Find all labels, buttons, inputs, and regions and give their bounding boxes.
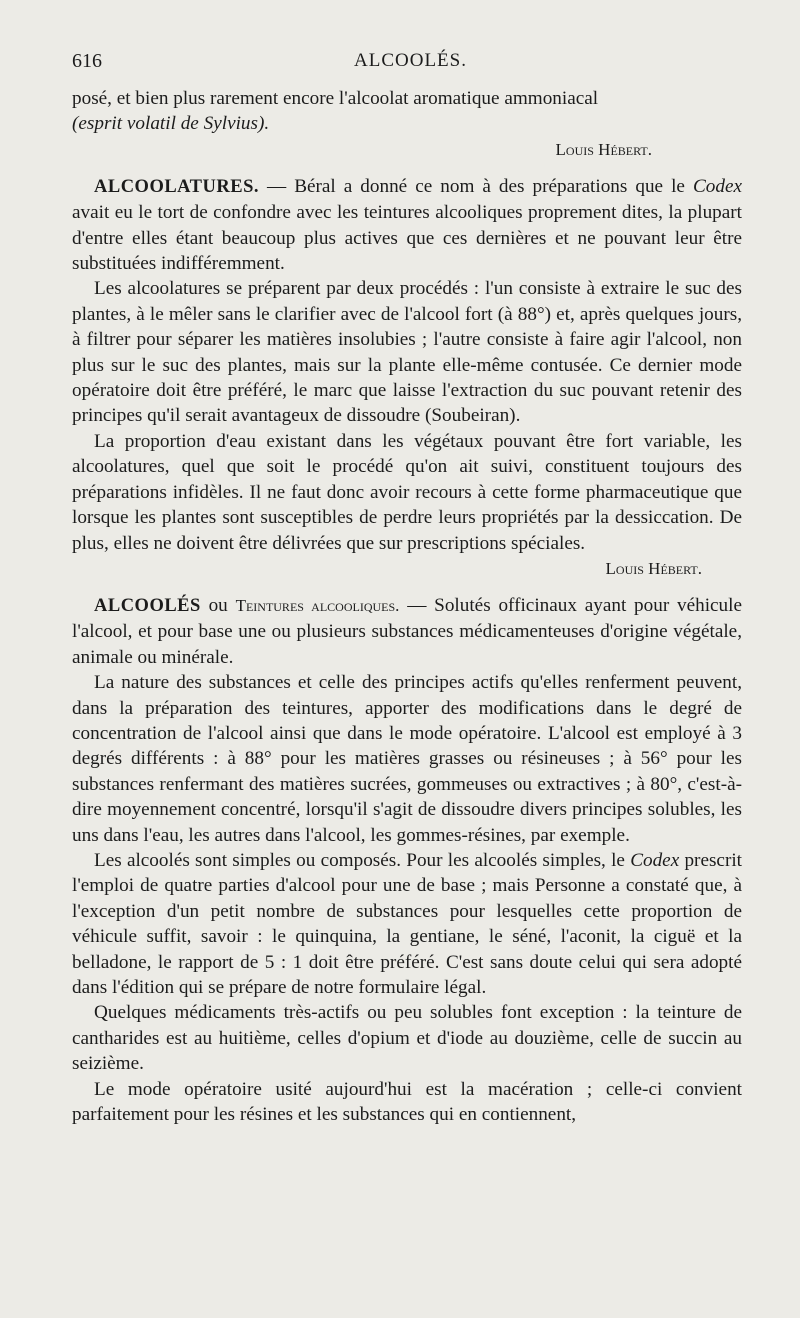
alcooles-paragraph-3 <box>72 848 742 1000</box>
alcooles-paragraph-1 <box>72 593 742 670</box>
section-gap <box>72 162 742 174</box>
section-gap <box>72 581 742 593</box>
alcooles-paragraph-4: Quelques médicaments très-actifs ou peu solubles font exception : la teinture de cantharides est au huitième, celles d'opium et d'iode au douzième, celle de succin au seizième. <box>72 1002 742 1075</box>
running-title: ALCOOLÉS. <box>354 50 467 71</box>
page-number: 616 <box>72 50 102 72</box>
signature: Louis Hébert. <box>555 139 652 159</box>
text-run: posé, et bien plus rarement encore l'alcoolat aromatique ammoniacal <box>72 88 599 109</box>
text-run: avait eu le tort de confondre avec les teintures alcooliques proprement dites, la plupart d'entre elles étant beaucoup plus actives que ces dernières et ne pouvant leur être substituées indifféremment. <box>72 202 742 275</box>
alcooles-paragraph-5: Le mode opératoire usité aujourd'hui est la macération ; celle-ci convient parfaitement pour les résines et les substances qui en contiennent, <box>72 1078 742 1126</box>
codex-italic: Codex <box>692 175 742 197</box>
section-heading-alcooles: ALCOOLÉS <box>94 595 201 616</box>
alcoolatures-paragraph-1 <box>72 174 742 277</box>
page-body <box>72 86 742 1127</box>
signature: Louis Hébert. <box>605 558 702 578</box>
text-run: prescrit l'emploi de quatre parties d'alcool pour une de base ; mais Personne a constaté que, à l'exception d'un petit nombre de substances pour lesquelles cette proportion de véhicule suffit, savoir : le quinquina, la gentiane, le séné, l'aconit, la ciguë et la belladone, le rapport de 5 : 1 doit être préféré. C'est sans doute celui qui sera adopté dans l'édition qui se prépare de notre formulaire légal. <box>72 849 742 998</box>
text-run: ou <box>200 594 236 616</box>
running-head <box>72 50 742 80</box>
text-run: — Solutés officinaux ayant pour véhicule l'alcool, et pour base une ou plusieurs substances médicamenteuses d'origine végétale, animale ou minérale. <box>72 594 742 668</box>
text-run: Les alcoolés sont simples ou composés. Pour les alcoolés simples, le <box>94 849 631 871</box>
text-run: — Béral a donné ce nom à des préparations que le <box>258 175 693 197</box>
italic-run: (esprit volatil de Sylvius). <box>72 113 270 135</box>
alcooles-paragraph-2: La nature des substances et celle des principes actifs qu'elles renferment peuvent, dans la préparation des teintures, apporter des modifications dans le degré de concentration de l'alcool ainsi que dans le mode opératoire. L'alcool est employé à 3 degrés différents : à 88° pour les matières grasses ou résineuses ; à 56° pour les substances renfermant des matières sucrées, gommeuses ou extractives ; à 80°, c'est-à-dire moyennement concentré, lorsqu'il s'agit de dissoudre divers principes solubles, les uns dans l'eau, les autres dans l'alcool, les gommes-résines, par exemple. <box>72 672 742 846</box>
section-subheading: Teintures alcooliques. <box>235 595 400 615</box>
alcoolatures-paragraph-3: La proportion d'eau existant dans les végétaux pouvant être fort variable, les alcoolatures, quel que soit le procédé qu'on ait suivi, constituent toujours des préparations infidèles. Il ne faut donc avoir recours à cette forme pharmaceutique que lorsque les plantes sont susceptibles de perdre leurs propriétés par la dessiccation. De plus, elles ne doivent être délivrées que sur prescriptions spéciales. <box>72 430 742 554</box>
continuation-paragraph <box>72 86 742 137</box>
alcoolatures-paragraph-2: Les alcoolatures se préparent par deux procédés : l'un consiste à extraire le suc des plantes, à le mêler sans le clarifier avec de l'alcool fort (à 88°) et, après quelques jours, à filtrer pour séparer les matières insolubies ; l'autre consiste à faire agir l'alcool, non plus sur le suc des plantes, mais sur la plante elle-même contusée. Ce dernier mode opératoire doit être préféré, le marc que laisse l'extraction du suc pouvant retenir des principes qu'il serait avantageux de dissoudre (Soubeiran). <box>72 278 742 427</box>
section-heading-alcoolatures: ALCOOLATURES. <box>94 176 259 197</box>
codex-italic: Codex <box>630 849 680 871</box>
